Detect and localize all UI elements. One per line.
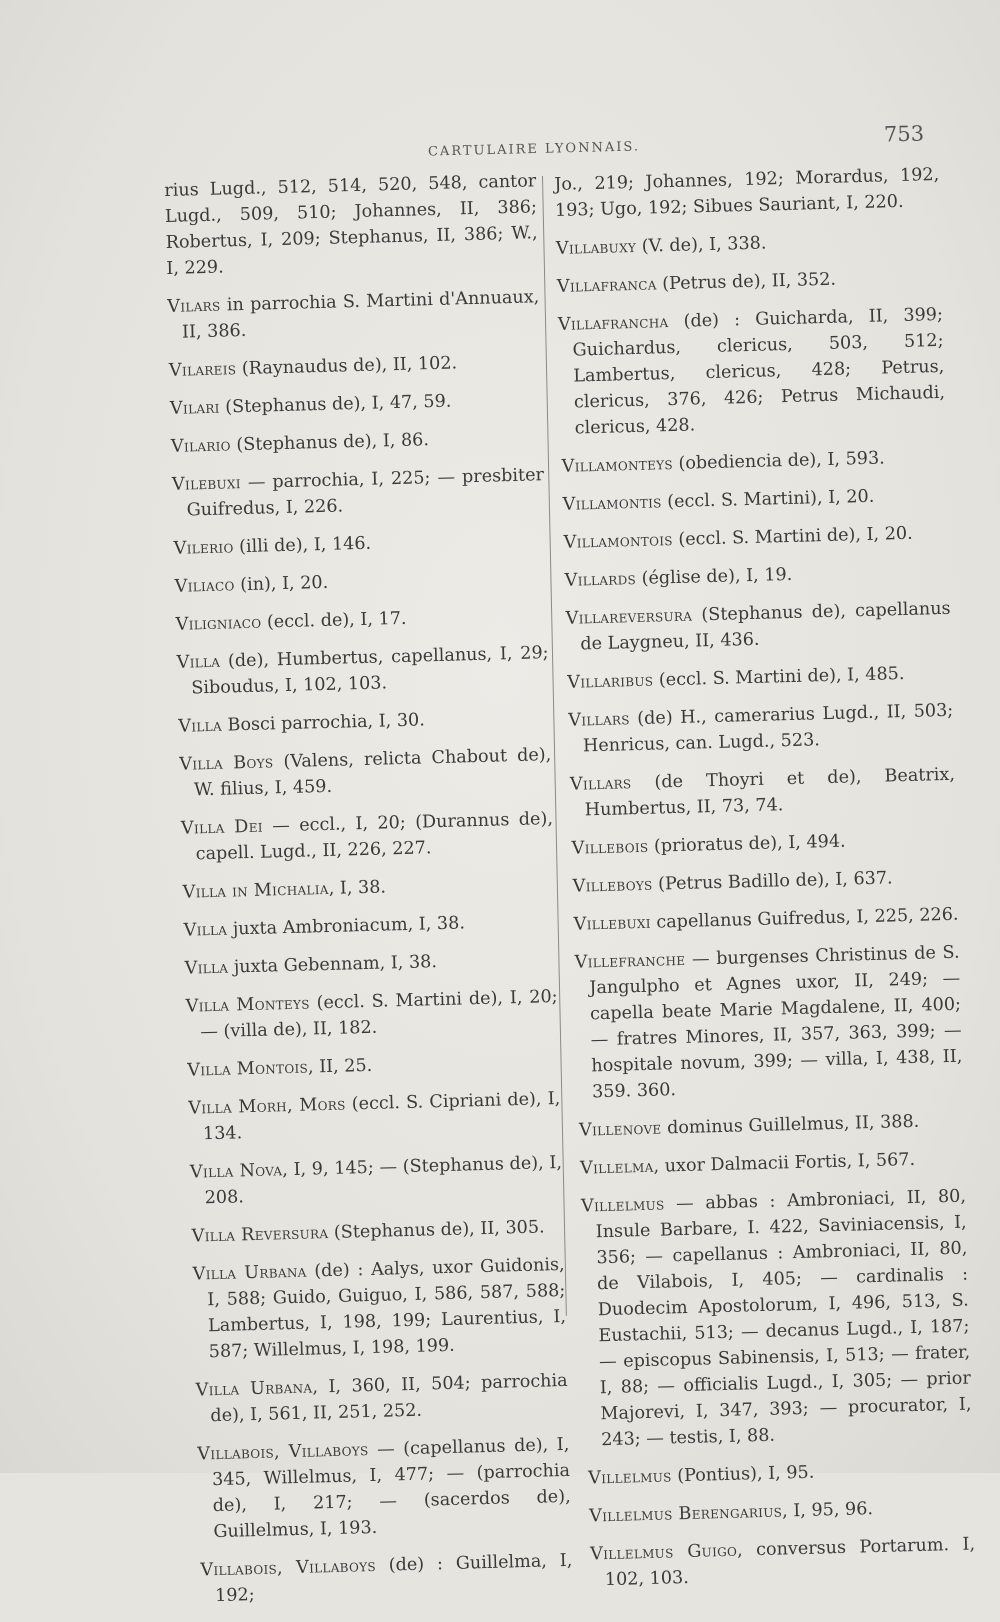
entry-headword: Villelmus bbox=[587, 1466, 672, 1489]
index-entry bbox=[197, 1432, 572, 1546]
entry-text: (eccl. S. Martini de), I, 20; — (villa de), II, 182. bbox=[200, 986, 558, 1043]
entry-text: (in), I, 20. bbox=[234, 572, 329, 596]
entry-text: (Stephanus de), II, 305. bbox=[328, 1217, 545, 1244]
index-entry bbox=[557, 264, 943, 300]
entry-headword: Villa in Michalia bbox=[182, 878, 329, 903]
entry-headword: Villefranche bbox=[574, 949, 686, 973]
index-entry bbox=[572, 864, 958, 900]
index-entry bbox=[167, 284, 540, 346]
index-entry bbox=[561, 444, 947, 480]
index-entry bbox=[570, 762, 956, 824]
entry-text: (église de), I, 19. bbox=[635, 564, 793, 589]
entry-headword: Villa bbox=[178, 715, 223, 737]
entry-headword: Villebois bbox=[571, 836, 649, 859]
index-entry bbox=[191, 1214, 564, 1250]
index-entry bbox=[580, 1146, 966, 1182]
index-entry bbox=[173, 526, 546, 562]
index-entry bbox=[192, 1252, 567, 1366]
index-entry bbox=[581, 1184, 973, 1454]
entry-text: — abbas : Ambroniaci, II, 80, Insule Barbare, I. 422, Saviniacensis, I, 356; — capellanus : Ambroniaci, II, 80, de Vilabois, I, 405; — cardinalis : Duodecim Apostolorum, I, 496, 513, S. Eustachii, 513; — decanus Lugd., I, 187; — episcopus Sabinensis, I, 513; — frater, I, 88; — officialis Lugd., I, 305; — prior Majorevi, I, 347, 393; — procurator, I, 243; — testis, I, 88. bbox=[595, 1186, 972, 1451]
index-entry bbox=[574, 940, 963, 1106]
index-entry bbox=[571, 826, 957, 862]
index-entry bbox=[174, 564, 547, 600]
index-entry bbox=[171, 424, 544, 460]
entry-text: (de) : Guillelma, I, 192; bbox=[214, 1550, 573, 1607]
entry-headword: Villa Morh, Mors bbox=[188, 1094, 346, 1119]
entry-headword: Villaribus bbox=[567, 670, 654, 693]
entry-headword: Villa Montois bbox=[187, 1057, 309, 1081]
entry-headword: Villa Urbana bbox=[192, 1261, 307, 1285]
entry-text: dominus Guillelmus, II, 388. bbox=[661, 1111, 920, 1139]
entry-headword: Villa bbox=[184, 957, 229, 979]
entry-headword: Villa Urbana bbox=[195, 1377, 313, 1401]
entry-text: , I, 95, 96. bbox=[781, 1499, 874, 1522]
index-entry bbox=[183, 908, 556, 944]
entry-headword: Villa Nova bbox=[189, 1160, 283, 1183]
entry-text: capellanus Guifredus, I, 225, 226. bbox=[650, 904, 959, 933]
entry-text: (de), Humbertus, capellanus, I, 29; Siboudus, I, 102, 103. bbox=[191, 643, 549, 699]
index-entry bbox=[187, 1048, 560, 1084]
index-entry bbox=[182, 870, 555, 906]
entry-headword: Vilebuxi bbox=[171, 473, 242, 495]
index-entry bbox=[588, 1455, 974, 1491]
entry-text: , I, 9, 145; — (Stephanus de), I, 208. bbox=[204, 1152, 563, 1209]
index-entry bbox=[562, 482, 948, 518]
index-entry bbox=[190, 1150, 563, 1212]
entry-headword: Villars bbox=[569, 773, 632, 795]
index-entry bbox=[172, 462, 545, 524]
entry-headword: Villa Dei bbox=[180, 816, 264, 839]
entry-text: (eccl. S. Martini de), I, 485. bbox=[653, 664, 905, 691]
entry-text: (eccl. S. Martini de), I, 20. bbox=[672, 523, 913, 551]
index-entry bbox=[169, 348, 542, 384]
entry-headword: Villars bbox=[568, 709, 631, 731]
entry-text: , I, 360, II, 504; parrochia de), I, 561, II, 251, 252. bbox=[210, 1370, 568, 1427]
entry-text: , uxor Dalmacii Fortis, I, 567. bbox=[653, 1149, 916, 1177]
entry-headword: Villeboys bbox=[572, 874, 653, 897]
entry-text: (Petrus Badillo de), I, 637. bbox=[652, 868, 893, 895]
entry-headword: Villelmus Guigo bbox=[589, 1540, 738, 1565]
entry-text: — eccl., I, 20; (Durannus de), capell. Lugd., II, 226, 227. bbox=[195, 809, 554, 865]
entry-text: juxta Ambroniacum, I, 38. bbox=[226, 913, 466, 940]
index-entry bbox=[563, 520, 949, 556]
entry-text: rius Lugd., 512, 514, 520, 548, cantor Lugd., 509, 510; Johannes, II, 386; Robertus, I, 209; Stephanus, II, 386; W., I, 229. bbox=[164, 171, 538, 279]
entry-headword: Villamontis bbox=[562, 492, 662, 515]
entry-headword: Villa bbox=[183, 919, 228, 941]
entry-headword: Villa Monteys bbox=[185, 993, 310, 1017]
entry-text: — (capellanus de), I, 345, Willelmus, I, 477; — (parrochia de), I, 217; — (sacerdos de), Guillelmus, I, 193. bbox=[211, 1434, 571, 1543]
entry-headword: Villelmus bbox=[580, 1194, 665, 1217]
index-entry bbox=[565, 596, 951, 658]
entry-headword: Vilareis bbox=[168, 359, 237, 381]
right-column bbox=[554, 162, 976, 1606]
index-entry bbox=[567, 660, 953, 696]
entry-headword: Villa Reversura bbox=[191, 1223, 329, 1247]
entry-text: (eccl. de), I, 17. bbox=[261, 608, 407, 633]
entry-text: juxta Gebennam, I, 38. bbox=[227, 952, 438, 978]
index-entry bbox=[558, 302, 946, 442]
entry-headword: Viliaco bbox=[174, 575, 235, 597]
entry-headword: Villamontois bbox=[563, 530, 674, 553]
entry-text: (de Thoyri et de), Beatrix, Humbertus, II, 73, 74. bbox=[584, 764, 956, 821]
index-entry bbox=[554, 162, 940, 224]
index-entry bbox=[590, 1531, 976, 1593]
entry-headword: Villafrancha bbox=[557, 312, 669, 335]
index-entry bbox=[568, 698, 954, 760]
entry-text: , conversus Portarum. I, 102, 103. bbox=[604, 1534, 976, 1591]
index-entry bbox=[184, 946, 557, 982]
entry-text: (eccl. S. Cipriani de), I, 134. bbox=[202, 1088, 561, 1145]
entry-headword: Vilario bbox=[170, 435, 232, 457]
index-entry bbox=[589, 1493, 975, 1529]
entry-headword: Villareversura bbox=[565, 605, 693, 629]
index-entry bbox=[176, 640, 549, 702]
entry-headword: Villabois, Villaboys bbox=[197, 1440, 369, 1465]
entry-text: Jo., 219; Johannes, 192; Morardus, 192, 193; Ugo, 192; Sibues Sauriant, I, 220. bbox=[554, 164, 940, 221]
entry-headword: Villabuxy bbox=[555, 236, 637, 259]
entry-text: (de) : Guicharda, II, 399; Guichardus, clericus, 503, 512; Lambertus, clericus, 428; Petrus, clericus, 376, 426; Petrus Michaudi, clericus, 428. bbox=[572, 304, 946, 439]
entry-headword: Villafranca bbox=[556, 274, 657, 297]
index-entry bbox=[185, 984, 558, 1046]
entry-text: , II, 25. bbox=[307, 1055, 373, 1078]
entry-headword: Villamonteys bbox=[561, 453, 674, 477]
entry-headword: Villards bbox=[564, 568, 637, 591]
index-entry bbox=[181, 806, 554, 868]
entry-text: (eccl. S. Martini), I, 20. bbox=[661, 486, 875, 513]
entry-headword: Villebuxi bbox=[573, 912, 652, 935]
entry-text: (Stephanus de), I, 86. bbox=[230, 430, 430, 456]
entry-text: (de) : Aalys, uxor Guidonis, I, 588; Guido, Guiguo, I, 586, 587, 588; Lambertus, I, 198, 199; Laurentius, I, 587; Willelmus, I, 198, 199. bbox=[207, 1254, 567, 1363]
index-entry bbox=[573, 902, 959, 938]
index-entry bbox=[195, 1368, 568, 1430]
entry-text: — parrochia, I, 225; — presbiter Guifredus, I, 226. bbox=[186, 465, 545, 521]
entry-text: Bosci parrochia, I, 30. bbox=[221, 710, 426, 736]
index-entry bbox=[579, 1108, 965, 1144]
index-entry bbox=[175, 602, 548, 638]
index-entry bbox=[556, 226, 942, 262]
entry-text: (obediencia de), I, 593. bbox=[672, 448, 886, 474]
entry-text: in parrochia S. Martini d'Annuaux, II, 386. bbox=[181, 287, 540, 343]
entry-text: — burgenses Christinus de S. Jangulpho et Agnes uxor, II, 249; — capella beate Marie Magdalene, II, 400; — fratres Minores, II, 357, 363, 399; — hospitale novum, 399; — villa, I, 438, II, 359. 360. bbox=[589, 942, 963, 1103]
left-column bbox=[164, 168, 574, 1621]
entry-text: (Petrus de), II, 352. bbox=[656, 269, 837, 295]
entry-text: (Stephanus de), capellanus de Laygneu, II, 436. bbox=[580, 598, 951, 655]
entry-text: (Pontius), I, 95. bbox=[671, 1462, 815, 1487]
entry-text: (Raynaudus de), II, 102. bbox=[236, 353, 458, 380]
entry-text: (illi de), I, 146. bbox=[233, 533, 372, 558]
index-entry bbox=[178, 704, 551, 740]
entry-headword: Viligniaco bbox=[175, 612, 262, 635]
index-entry bbox=[188, 1086, 561, 1148]
entry-text: , I, 38. bbox=[328, 877, 387, 899]
entry-headword: Villabois, Villaboys bbox=[200, 1555, 377, 1581]
entry-headword: Villa bbox=[176, 651, 221, 673]
index-entry bbox=[179, 742, 552, 804]
entry-headword: Villelmus Berengarius bbox=[588, 1501, 783, 1527]
entry-headword: Villa Boys bbox=[179, 752, 274, 775]
entry-text: (de) H., camerarius Lugd., II, 503; Henricus, can. Lugd., 523. bbox=[582, 700, 954, 757]
index-entry bbox=[564, 558, 950, 594]
entry-headword: Vilerio bbox=[173, 537, 234, 559]
entry-text: (V. de), I, 338. bbox=[635, 233, 767, 257]
entry-headword: Villenove bbox=[578, 1118, 662, 1141]
entry-text: (Stephanus de), I, 47, 59. bbox=[219, 391, 452, 418]
entry-headword: Vilars bbox=[167, 295, 221, 317]
index-entry bbox=[170, 386, 543, 422]
entry-headword: Villelma bbox=[579, 1156, 654, 1179]
entry-headword: Vilari bbox=[169, 397, 220, 419]
entry-text: (prioratus de), I, 494. bbox=[648, 831, 846, 857]
entry-text: (Valens, relicta Chabout de), W. filius, I, 459. bbox=[193, 745, 552, 801]
index-entry bbox=[164, 168, 539, 282]
page-number: 753 bbox=[883, 121, 925, 147]
index-entry bbox=[200, 1548, 573, 1610]
running-head: CARTULAIRE LYONNAIS. bbox=[427, 139, 641, 160]
